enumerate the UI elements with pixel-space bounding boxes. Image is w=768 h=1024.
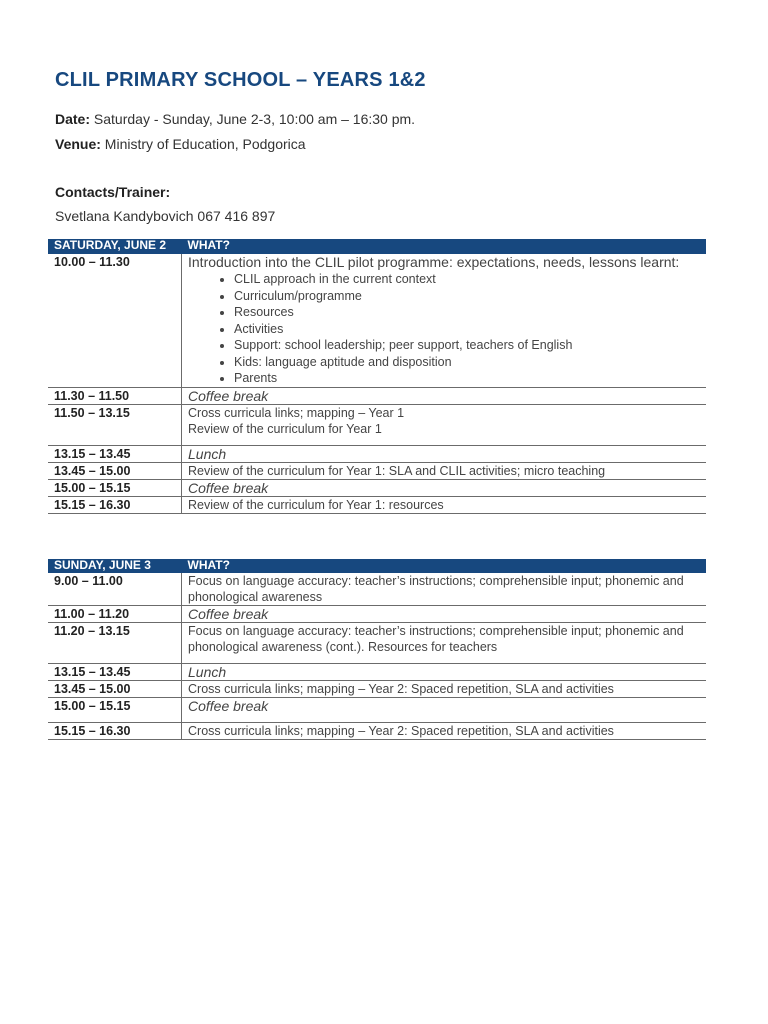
row-time: 13.15 – 13.45 (48, 445, 182, 462)
row-activity: Coffee break (182, 698, 707, 723)
row-time: 9.00 – 11.00 (48, 573, 182, 606)
table-row (48, 606, 706, 623)
row-activity: Lunch (182, 445, 707, 462)
row-activity: Cross curricula links; mapping – Year 2: Spaced repetition, SLA and activities (182, 681, 707, 698)
row-time: 11.30 – 11.50 (48, 387, 182, 404)
document-title: CLIL PRIMARY SCHOOL – YEARS 1&2 (55, 69, 426, 91)
venue-line (55, 136, 306, 152)
list-item: • Curriculum/programme (234, 288, 700, 305)
row-time: 13.45 – 15.00 (48, 681, 182, 698)
schedule-table-sunday (48, 559, 706, 740)
row-activity: Cross curricula links; mapping – Year 2: Spaced repetition, SLA and activities (182, 723, 707, 740)
row-activity: Lunch (182, 664, 707, 681)
table-row (48, 681, 706, 698)
row-time: 13.15 – 13.45 (48, 664, 182, 681)
header-day: SATURDAY, JUNE 2 (48, 239, 182, 254)
table-header (48, 239, 706, 254)
table-header (48, 559, 706, 573)
venue-value: Ministry of Education, Podgorica (100, 136, 306, 152)
table-row (48, 723, 706, 740)
schedule-table-saturday (48, 239, 706, 514)
date-value: Saturday - Sunday, June 2-3, 10:00 am – 16:30 pm. (90, 111, 416, 127)
row-time: 15.00 – 15.15 (48, 698, 182, 723)
row-time: 11.00 – 11.20 (48, 606, 182, 623)
list-item: • Parents (234, 370, 700, 387)
header-what: WHAT? (182, 559, 707, 573)
row-activity: Review of the curriculum for Year 1: resources (182, 496, 707, 513)
row-time: 11.20 – 13.15 (48, 623, 182, 664)
header-what: WHAT? (182, 239, 707, 254)
table-row (48, 404, 706, 445)
list-item: • Resources (234, 304, 700, 321)
header-day: SUNDAY, JUNE 3 (48, 559, 182, 573)
list-item: • Support: school leadership; peer support, teachers of English (234, 337, 700, 354)
row-time: 11.50 – 13.15 (48, 404, 182, 445)
row-activity: Focus on language accuracy: teacher’s instructions; comprehensible input; phonemic and phonological awareness (182, 573, 707, 606)
date-line (55, 111, 415, 127)
row-activity: Review of the curriculum for Year 1: SLA and CLIL activities; micro teaching (182, 462, 707, 479)
table-row (48, 496, 706, 513)
venue-label: Venue: (55, 136, 101, 152)
row-activity: Focus on language accuracy: teacher’s instructions; comprehensible input; phonemic and phonological awareness (cont.). Resources for teachers (182, 623, 707, 664)
row-time: 10.00 – 11.30 (48, 254, 182, 387)
row-activity: Coffee break (182, 606, 707, 623)
intro-bullet-list (188, 271, 700, 387)
row-time: 13.45 – 15.00 (48, 462, 182, 479)
row-time: 15.15 – 16.30 (48, 723, 182, 740)
intro-text: Introduction into the CLIL pilot programme: expectations, needs, lessons learnt: (188, 254, 680, 270)
table-row (48, 254, 706, 387)
activity-line: Cross curricula links; mapping – Year 1 (188, 405, 405, 420)
activity-line: Review of the curriculum for Year 1 (188, 421, 382, 436)
table-row (48, 445, 706, 462)
trainer-info: Svetlana Kandybovich 067 416 897 (55, 208, 276, 224)
table-row (48, 664, 706, 681)
contacts-label: Contacts/Trainer: (55, 184, 171, 200)
table-row (48, 462, 706, 479)
date-label: Date: (55, 111, 91, 127)
table-row (48, 573, 706, 606)
table-row (48, 387, 706, 404)
list-item: • Kids: language aptitude and disposition (234, 354, 700, 371)
row-activity (182, 254, 707, 387)
row-time: 15.00 – 15.15 (48, 479, 182, 496)
row-time: 15.15 – 16.30 (48, 496, 182, 513)
row-activity (182, 404, 707, 445)
row-activity: Coffee break (182, 479, 707, 496)
table-row (48, 623, 706, 664)
row-activity: Coffee break (182, 387, 707, 404)
list-item: • Activities (234, 321, 700, 338)
table-row (48, 479, 706, 496)
list-item: • CLIL approach in the current context (234, 271, 700, 288)
table-row (48, 698, 706, 723)
